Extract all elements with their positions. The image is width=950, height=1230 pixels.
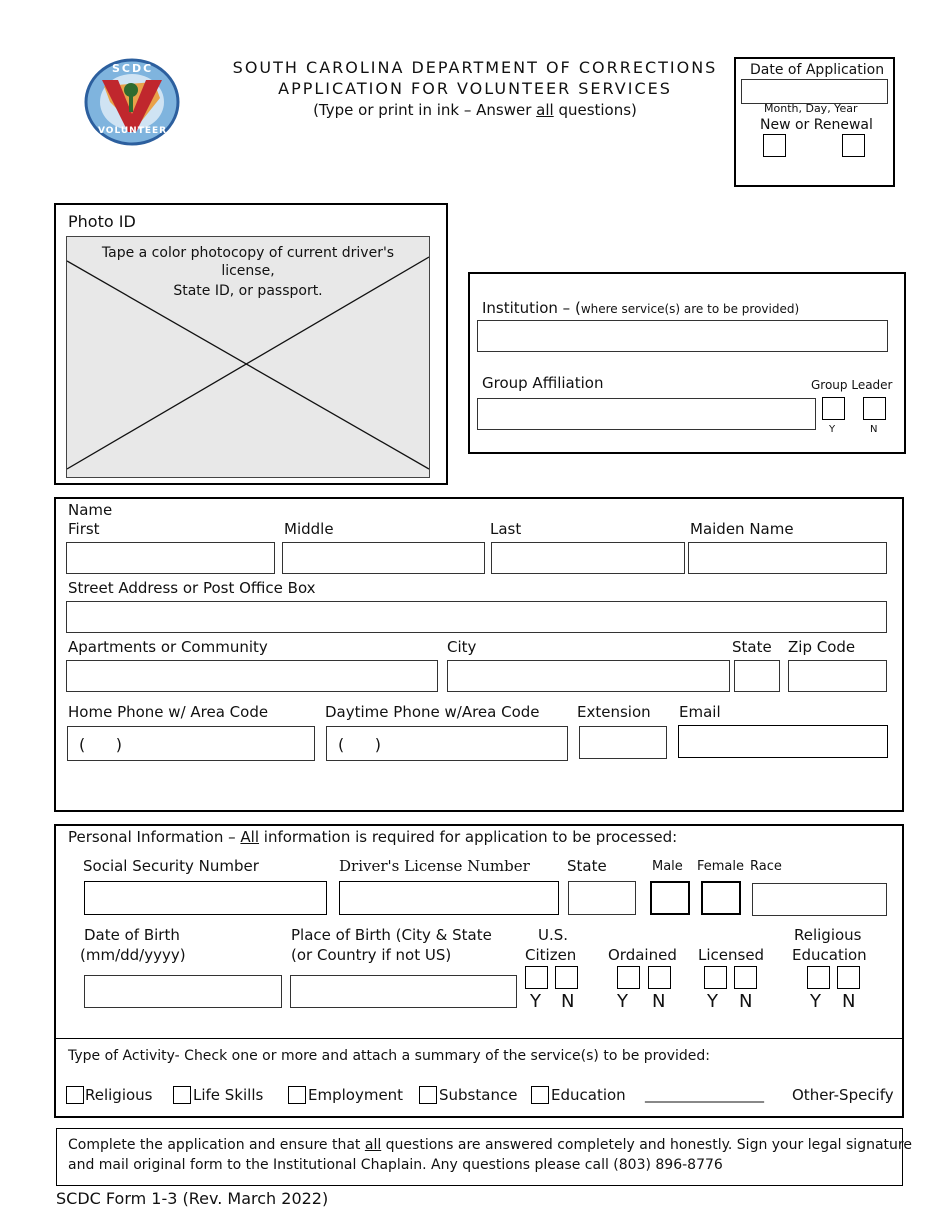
- home-phone-label: Home Phone w/ Area Code: [68, 703, 269, 721]
- first-label: First: [68, 520, 100, 538]
- day-phone-label: Daytime Phone w/Area Code: [325, 703, 540, 721]
- apartments-input[interactable]: [66, 660, 438, 692]
- header-title-2: APPLICATION FOR VOLUNTEER SERVICES: [278, 79, 672, 98]
- religious-yes-checkbox[interactable]: [807, 966, 830, 989]
- city-label: City: [447, 638, 477, 656]
- maiden-label: Maiden Name: [690, 520, 794, 538]
- ordained-no-checkbox[interactable]: [648, 966, 671, 989]
- ordained-y: Y: [617, 991, 628, 1012]
- middle-name-input[interactable]: [282, 542, 485, 574]
- first-name-input[interactable]: [66, 542, 275, 574]
- race-input[interactable]: [752, 883, 887, 916]
- renewal-checkbox[interactable]: [842, 134, 865, 157]
- licensed-y: Y: [707, 991, 718, 1012]
- activity-other-line[interactable]: _________________: [645, 1087, 764, 1103]
- photo-instructions-1: Tape a color photocopy of current driver's: [101, 245, 395, 261]
- pob-label-1: Place of Birth (City & State: [291, 926, 492, 944]
- male-checkbox[interactable]: [650, 881, 690, 915]
- ordained-label: Ordained: [608, 946, 677, 964]
- group-leader-n-label: N: [870, 424, 878, 435]
- instructions-line-1: Complete the application and ensure that all questions are answered completely and honestly. Sign your legal signature: [68, 1137, 912, 1153]
- personal-info-section: [54, 824, 904, 1118]
- photo-id-box: [54, 203, 448, 485]
- photo-instructions-3: State ID, or passport.: [173, 283, 323, 299]
- female-label: Female: [697, 859, 745, 874]
- activity-education-checkbox[interactable]: [531, 1086, 549, 1104]
- religious-no-checkbox[interactable]: [837, 966, 860, 989]
- activity-other-label: Other-Specify: [792, 1086, 894, 1104]
- licensed-label: Licensed: [698, 946, 765, 964]
- header-instructions: (Type or print in ink – Answer all questions): [313, 101, 637, 119]
- group-affiliation-label: Group Affiliation: [482, 374, 604, 392]
- divider: [56, 1038, 902, 1039]
- zip-label: Zip Code: [788, 638, 856, 656]
- institution-input[interactable]: [477, 320, 888, 352]
- citizen-n: N: [561, 991, 575, 1012]
- street-input[interactable]: [66, 601, 887, 633]
- date-hint: Month, Day, Year: [764, 102, 858, 115]
- dl-label: Driver's License Number: [339, 857, 530, 875]
- home-phone-area-code: ( ): [79, 735, 122, 754]
- header-title-1: SOUTH CAROLINA DEPARTMENT OF CORRECTIONS: [232, 58, 718, 77]
- new-checkbox[interactable]: [763, 134, 786, 157]
- logo-bottom-text: VOLUNTEER: [98, 126, 168, 136]
- email-label: Email: [679, 703, 721, 721]
- apartments-label: Apartments or Community: [68, 638, 268, 656]
- religious-label-1: Religious: [794, 926, 862, 944]
- email-input[interactable]: [678, 725, 888, 758]
- dl-state-input[interactable]: [568, 881, 636, 915]
- new-renewal-label: New or Renewal: [760, 117, 873, 133]
- middle-label: Middle: [284, 520, 334, 538]
- state-input[interactable]: [734, 660, 780, 692]
- extension-label: Extension: [577, 703, 651, 721]
- citizen-no-checkbox[interactable]: [555, 966, 578, 989]
- group-leader-label: Group Leader: [811, 378, 893, 392]
- instructions-box: [56, 1128, 912, 1186]
- name-title: Name: [68, 501, 113, 519]
- citizen-y: Y: [530, 991, 541, 1012]
- religious-n: N: [842, 991, 856, 1012]
- ssn-label: Social Security Number: [83, 857, 259, 875]
- activity-substance-label: Substance: [439, 1086, 518, 1104]
- home-phone-input[interactable]: [67, 726, 315, 761]
- pob-input[interactable]: [290, 975, 517, 1008]
- male-label: Male: [652, 859, 683, 874]
- activity-life-skills-label: Life Skills: [193, 1086, 264, 1104]
- group-leader-y-label: Y: [829, 424, 836, 435]
- citizen-label-1: U.S.: [538, 926, 569, 944]
- activity-title: Type of Activity- Check one or more and attach a summary of the service(s) to be provided:: [68, 1048, 710, 1064]
- activity-life-skills-checkbox[interactable]: [173, 1086, 191, 1104]
- zip-input[interactable]: [788, 660, 887, 692]
- group-affiliation-input[interactable]: [477, 398, 816, 430]
- religious-y: Y: [810, 991, 821, 1012]
- maiden-name-input[interactable]: [688, 542, 887, 574]
- dl-input[interactable]: [339, 881, 559, 915]
- extension-input[interactable]: [579, 726, 667, 759]
- state-label: State: [732, 638, 772, 656]
- activity-religious-label: Religious: [85, 1086, 153, 1104]
- activity-employment-checkbox[interactable]: [288, 1086, 306, 1104]
- activity-religious-checkbox[interactable]: [66, 1086, 84, 1104]
- logo: [84, 58, 180, 146]
- logo-top-text: SCDC: [112, 62, 154, 75]
- group-leader-yes-checkbox[interactable]: [822, 397, 845, 420]
- religious-label-2: Education: [792, 946, 867, 964]
- pob-label-2: (or Country if not US): [291, 946, 452, 964]
- street-label: Street Address or Post Office Box: [68, 579, 316, 597]
- date-application-box: [734, 57, 895, 187]
- licensed-no-checkbox[interactable]: [734, 966, 757, 989]
- photo-placeholder[interactable]: [66, 236, 430, 478]
- institution-box: [468, 272, 906, 454]
- form-id: SCDC Form 1-3 (Rev. March 2022): [56, 1189, 329, 1208]
- institution-label: Institution – (where service(s) are to be provided): [482, 299, 800, 317]
- day-phone-input[interactable]: [326, 726, 568, 761]
- citizen-label-2: Citizen: [525, 946, 577, 964]
- activity-employment-label: Employment: [308, 1086, 404, 1104]
- licensed-yes-checkbox[interactable]: [704, 966, 727, 989]
- female-checkbox[interactable]: [701, 881, 741, 915]
- instructions-line-2: and mail original form to the Institutional Chaplain. Any questions please call (803) 896-8776: [68, 1157, 723, 1173]
- dl-state-label: State: [567, 857, 607, 875]
- ordained-n: N: [652, 991, 666, 1012]
- race-label: Race: [750, 859, 782, 874]
- name-section: [54, 497, 904, 812]
- photo-instructions-2: license,: [221, 263, 275, 279]
- activity-substance-checkbox[interactable]: [419, 1086, 437, 1104]
- ssn-input[interactable]: [84, 881, 327, 915]
- date-application-label: Date of Application: [750, 62, 885, 78]
- activity-education-label: Education: [551, 1086, 626, 1104]
- last-label: Last: [490, 520, 522, 538]
- dob-label-1: Date of Birth: [84, 926, 180, 944]
- city-input[interactable]: [447, 660, 730, 692]
- last-name-input[interactable]: [491, 542, 685, 574]
- citizen-yes-checkbox[interactable]: [525, 966, 548, 989]
- day-phone-area-code: ( ): [338, 735, 381, 754]
- dob-label-2: (mm/dd/yyyy): [80, 946, 186, 964]
- dob-input[interactable]: [84, 975, 282, 1008]
- photo-id-title: Photo ID: [68, 212, 136, 231]
- personal-info-title: Personal Information – All information is required for application to be processed:: [68, 828, 678, 846]
- ordained-yes-checkbox[interactable]: [617, 966, 640, 989]
- licensed-n: N: [739, 991, 753, 1012]
- group-leader-no-checkbox[interactable]: [863, 397, 886, 420]
